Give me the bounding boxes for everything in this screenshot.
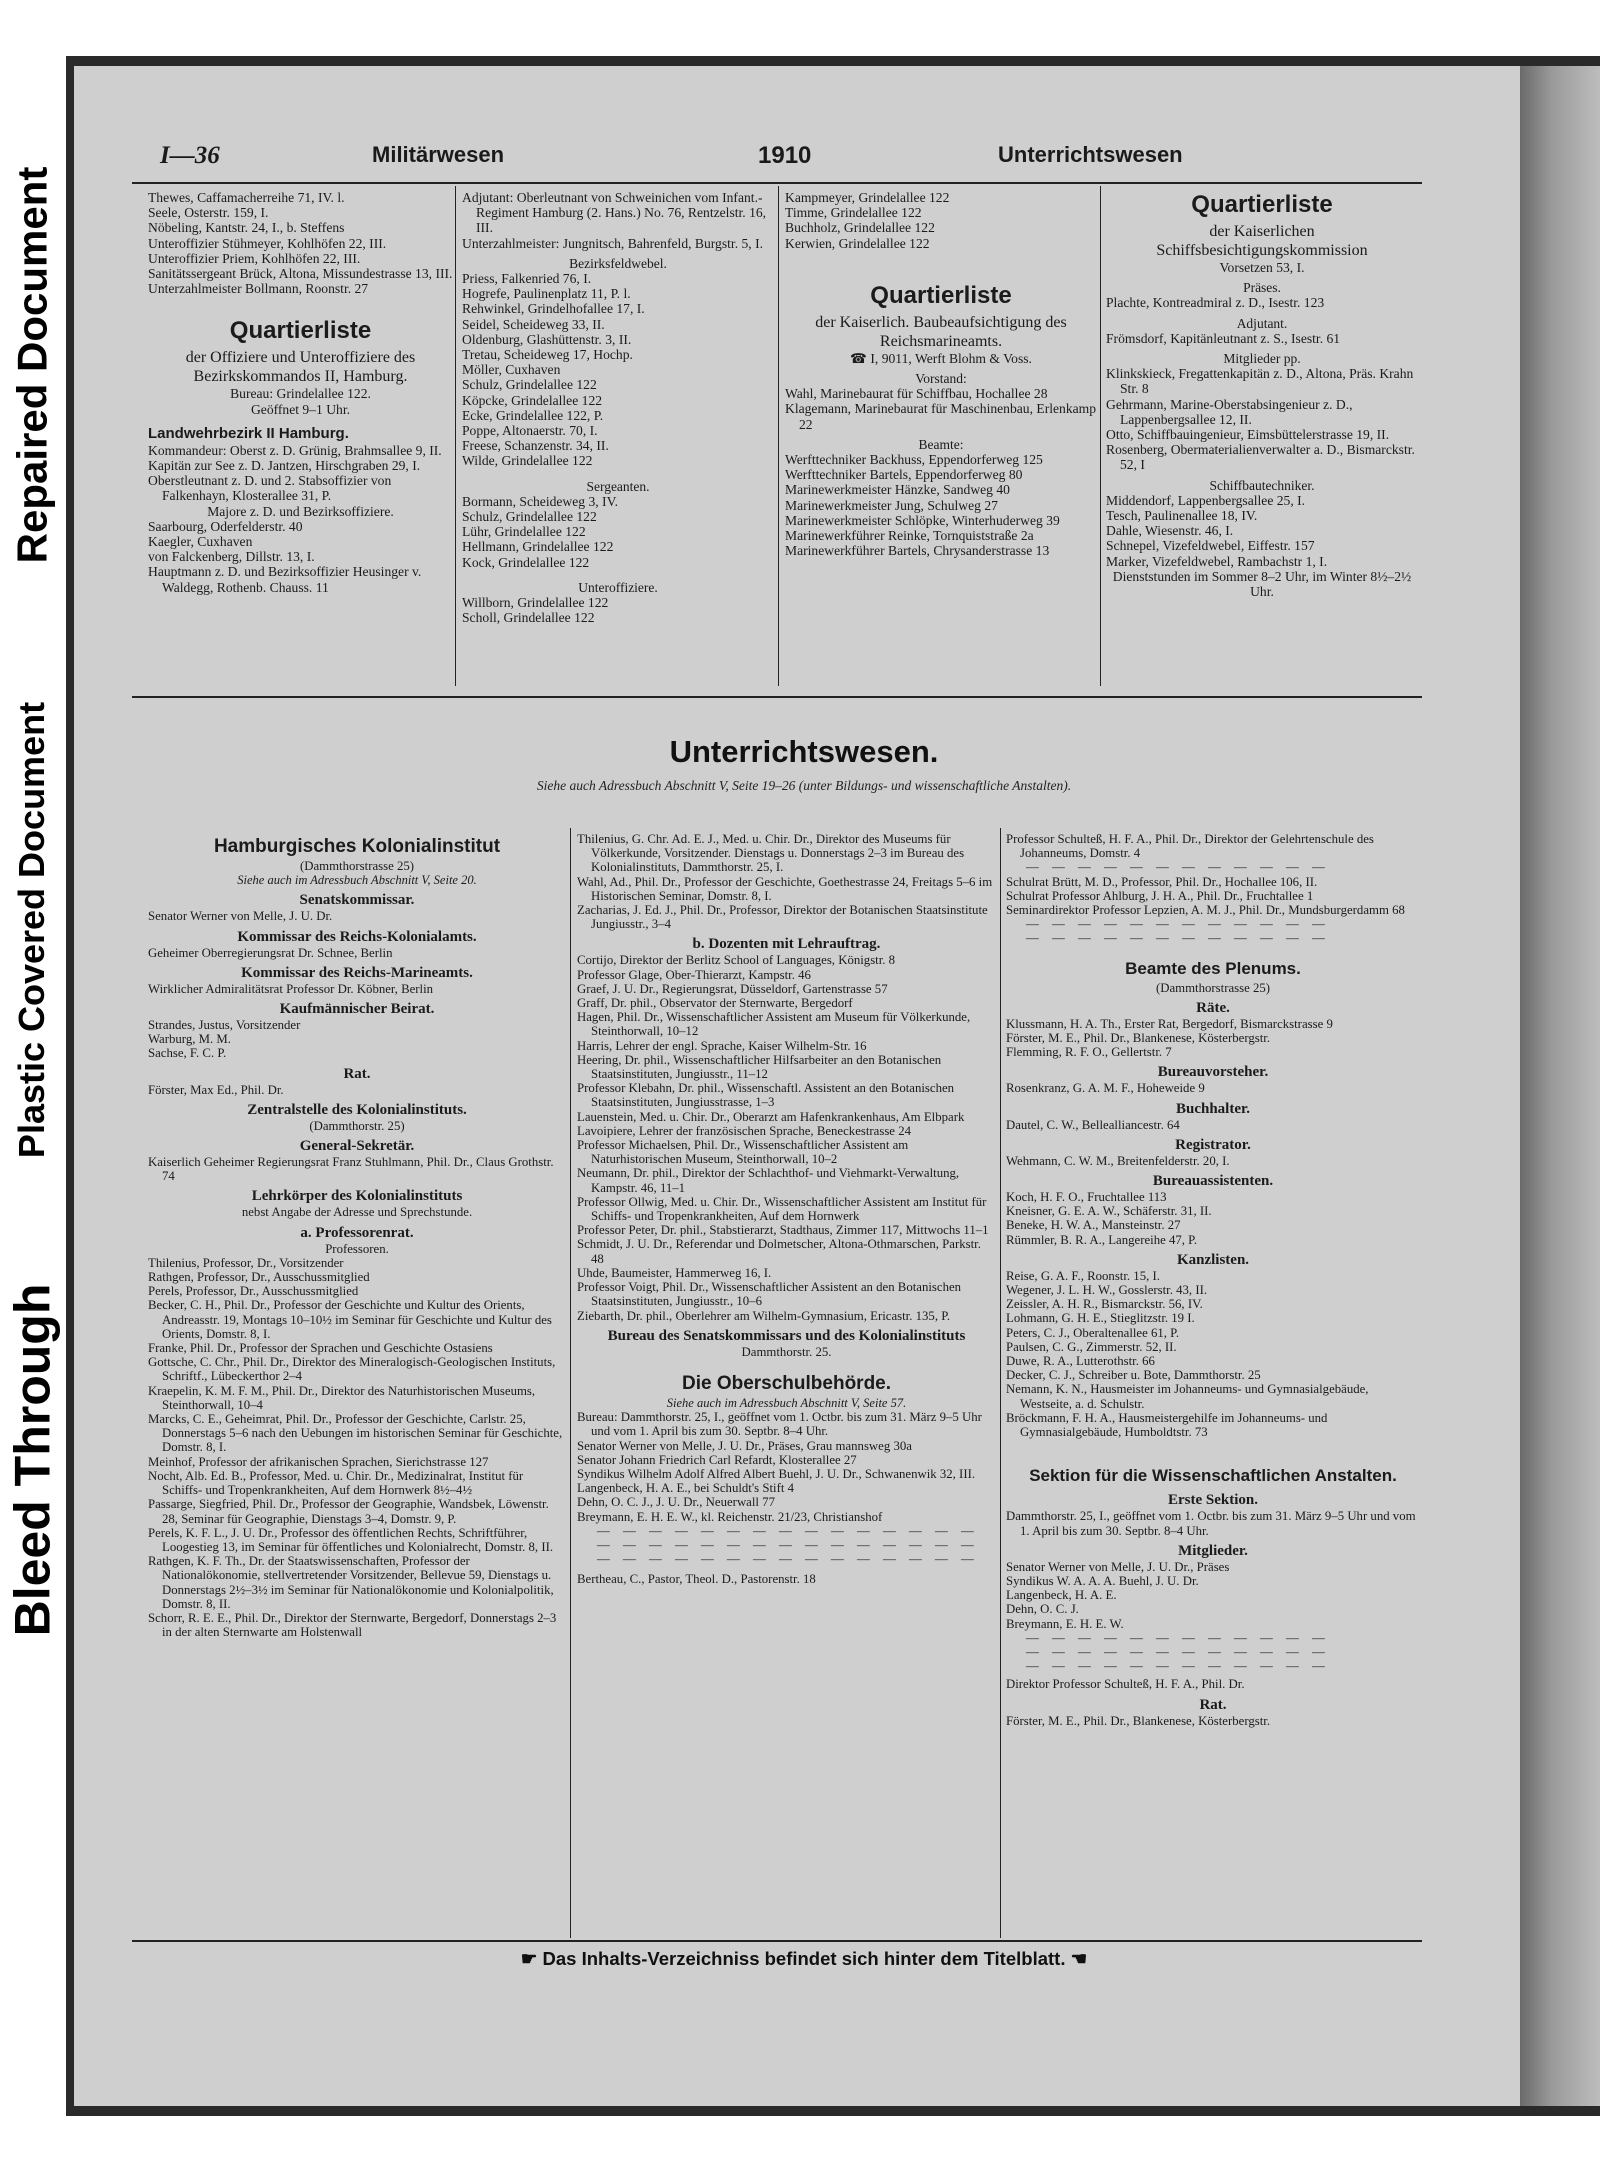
tag-bleed-text: Bleed Through xyxy=(4,1283,61,1637)
header-right-section: Unterrichtswesen xyxy=(998,142,1183,167)
section-heading: Vorstand: xyxy=(915,371,967,387)
list-item: Hellmann, Grindelallee 122 xyxy=(462,539,614,555)
list-item: Timme, Grindelallee 122 xyxy=(785,205,922,221)
list-item: Majore z. D. und Bezirksoffiziere. xyxy=(207,503,394,519)
list-item: Syndikus Wilhelm Adolf Alfred Albert Buehl, J. U. Dr., Schwanenwik 32, III. xyxy=(577,1466,976,1481)
section-heading: Kanzlisten. xyxy=(1176,1251,1250,1268)
list-item: Senator Werner von Melle, J. U. Dr., Präses, Grau mannsweg 30a xyxy=(577,1438,912,1453)
list-item: Lohmann, G. H. E., Stieglitzstr. 19 I. xyxy=(1006,1311,1195,1326)
list-item: Senator Werner von Melle, J. U. Dr. xyxy=(148,909,333,924)
section-heading: Adjutant. xyxy=(1236,315,1288,331)
quartierliste-subheading: der Kaiserlichen Schiffsbesichtigungskommission xyxy=(1156,223,1368,259)
list-item: Tretau, Scheideweg 17, Hochp. xyxy=(462,347,633,363)
list-item: Förster, M. E., Phil. Dr., Blankenese, Kösterbergstr. xyxy=(1006,1713,1271,1728)
list-item: Hogrefe, Paulinenplatz 11, P. l. xyxy=(462,286,631,302)
list-item: Professor Ollwig, Med. u. Chir. Dr., Wissenschaftlicher Assistent am Institut für Schiffs- und Tropenkrankheiten, Auf dem Hornwerk xyxy=(577,1194,987,1224)
phone-text: I, 9011, Werft Blohm & Voss. xyxy=(870,350,1032,366)
bottom-column-3 xyxy=(1006,832,1420,1728)
list-item: Perels, Professor, Dr., Ausschussmitglied xyxy=(148,1284,359,1299)
list-item: Harris, Lehrer der engl. Sprache, Kaiser Wilhelm-Str. 16 xyxy=(577,1038,867,1053)
list-item: Breymann, E. H. E. W., kl. Reichenstr. 21/23, Christianshof xyxy=(577,1509,883,1524)
tag-plastic xyxy=(4,650,60,1210)
section-heading: Rat. xyxy=(343,1065,371,1082)
list-item: Oldenburg, Glashüttenstr. 3, II. xyxy=(462,331,632,347)
pointing-hand-right-icon: ☛ xyxy=(520,1948,543,1969)
list-item: Willborn, Grindelallee 122 xyxy=(462,595,609,611)
plenum-address: (Dammthorstrasse 25) xyxy=(1155,980,1271,995)
list-item: Unteroffizier Stühmeyer, Kohlhöfen 22, III. xyxy=(148,235,387,251)
list-item: Schorr, R. E. E., Phil. Dr., Direktor der Sternwarte, Bergedorf, Donnerstags 2–3 in der alten Sternwarte am Holstenwall xyxy=(148,1610,557,1640)
list-item: Heering, Dr. phil., Wissenschaftlicher Hilfsarbeiter an den Botanischen Staatsinstituten, Jungiusstr., 11–12 xyxy=(577,1052,942,1082)
list-item: Nemann, K. N., Hausmeister im Johanneums- und Gymnasialgebäude, Westseite, a. d. Schulstr. xyxy=(1006,1382,1369,1411)
dash-separator: — — — — — — — — — — — — — — — xyxy=(597,1552,979,1567)
list-item: Kock, Grindelallee 122 xyxy=(462,554,590,570)
oberschulbehoerde-reference: Siehe auch im Adressbuch Abschnitt V, Seite 57. xyxy=(666,1395,907,1410)
institute-address: (Dammthorstrasse 25) xyxy=(299,859,415,873)
list-item: Unterzahlmeister: Jungnitsch, Bahrenfeld, Burgstr. 5, I. xyxy=(462,235,764,251)
quartierliste-subheading: der Offiziere und Unteroffiziere des Bezirkskommandos II, Hamburg. xyxy=(185,349,416,386)
list-item: Gehrmann, Marine-Oberstabsingenieur z. D., Lappenbergsallee 12, II. xyxy=(1106,396,1353,427)
dash-separator: — — — — — — — — — — — — xyxy=(1026,1644,1330,1659)
list-item: Professor Schulteß, H. F. A., Phil. Dr., Direktor der Gelehrtenschule des Johanneums, Domstr. 4 xyxy=(1006,832,1374,861)
bottom-divider-2 xyxy=(1000,828,1001,1938)
list-item: Dehn, O. C. J. xyxy=(1006,1602,1079,1617)
list-item: Saarbourg, Oderfelderstr. 40 xyxy=(148,518,303,534)
list-item: Lavoipiere, Lehrer der französischen Sprache, Beneckestrasse 24 xyxy=(577,1123,911,1138)
list-item: Dahle, Wiesenstr. 46, I. xyxy=(1106,523,1234,539)
erste-sektion-heading: Erste Sektion. xyxy=(1168,1492,1258,1509)
list-item: Warburg, M. M. xyxy=(148,1032,231,1047)
list-item: nebst Angabe der Adresse und Sprechstunde. xyxy=(241,1205,473,1220)
list-item: Kraepelin, K. M. F. M., Phil. Dr., Direktor des Naturhistorischen Museums, Steinthorwall, 10–4 xyxy=(148,1383,536,1412)
bottom-column-1 xyxy=(148,832,566,1639)
section-heading: Bureauvorsteher. xyxy=(1157,1064,1269,1081)
list-item: Perels, K. F. L., J. U. Dr., Professor des öffentlichen Rechts, Schriftführer, Loogestieg 13, im Seminar für öffentliches und Kolonialrecht, Domstr. 8, II. xyxy=(148,1525,554,1554)
list-item: Dammthorstr. 25. xyxy=(741,1344,832,1359)
section-heading: General-Sekretär. xyxy=(299,1138,415,1155)
section-heading: Räte. xyxy=(1196,999,1230,1016)
list-item: Werfttechniker Bartels, Eppendorferweg 80 xyxy=(785,467,1023,483)
list-item: Zeissler, A. H. R., Bismarckstr. 56, IV. xyxy=(1006,1297,1203,1312)
list-item: Sanitätssergeant Brück, Altona, Missundestrasse 13, III. xyxy=(148,266,453,282)
header-rule xyxy=(132,182,1422,184)
list-item: Wilde, Grindelallee 122 xyxy=(462,453,593,469)
section-heading: Mitglieder. xyxy=(1178,1542,1248,1559)
list-item: Kampmeyer, Grindelallee 122 xyxy=(785,190,950,205)
list-item: Flemming, R. F. O., Gellertstr. 7 xyxy=(1006,1045,1172,1060)
list-item: Bureau: Dammthorstr. 25, I., geöffnet vom 1. Octbr. bis zum 31. März 9–5 Uhr und vom 1. April bis zum 30. Septbr. 8–4 Uhr. xyxy=(577,1410,982,1439)
list-item: Schulrat Professor Ahlburg, J. H. A., Phil. Dr., Fruchtallee 1 xyxy=(1006,888,1314,903)
list-item: Marinewerkführer Reinke, Tornquiststraße 2a xyxy=(785,528,1034,544)
section-heading: Kommissar des Reichs-Kolonialamts. xyxy=(237,928,477,945)
section-heading: Buchhalter. xyxy=(1175,1100,1251,1117)
quartierliste-heading: Quartierliste xyxy=(229,317,372,345)
list-item: Peters, C. J., Oberaltenallee 61, P. xyxy=(1006,1325,1180,1340)
list-item: Seidel, Scheideweg 33, II. xyxy=(462,316,605,332)
list-item: Scholl, Grindelallee 122 xyxy=(462,610,595,626)
list-item: Langenbeck, H. A. E., bei Schuldt's Stift 4 xyxy=(577,1481,794,1496)
list-item: Graef, J. U. Dr., Regierungsrat, Düsseldorf, Gartenstrasse 57 xyxy=(577,981,888,996)
list-item: Buchholz, Grindelallee 122 xyxy=(785,220,935,236)
footer-rule xyxy=(132,1940,1422,1942)
list-item: Frömsdorf, Kapitänleutnant z. S., Isestr. 61 xyxy=(1106,330,1341,346)
list-item: Professor Michaelsen, Phil. Dr., Wissenschaftlicher Assistent am Naturhistorischen Museum, Steinthorwall, 10–2 xyxy=(577,1138,909,1167)
list-item: Lauenstein, Med. u. Chir. Dr., Oberarzt am Hafenkrankenhaus, Am Elbpark xyxy=(577,1109,965,1124)
page-number: I—36 xyxy=(160,142,220,169)
dash-separator: — — — — — — — — — — — — xyxy=(1026,917,1330,932)
list-item: Rosenkranz, G. A. M. F., Hoheweide 9 xyxy=(1006,1081,1205,1096)
bureau-address: Bureau: Grindelallee 122. xyxy=(230,386,371,402)
list-item: Seminardirektor Professor Lepzien, A. M. J., Phil. Dr., Mundsburgerdamm 68 xyxy=(1006,903,1405,918)
list-item: Plachte, Kontreadmiral z. D., Isestr. 123 xyxy=(1106,295,1325,311)
section-heading: Kommissar des Reichs-Marineamts. xyxy=(241,964,473,981)
section-heading: Sergeanten. xyxy=(586,478,650,494)
list-item: Unterzahlmeister Bollmann, Roonstr. 27 xyxy=(148,281,369,297)
list-item: Klagemann, Marinebaurat für Maschinenbau, Erlenkamp 22 xyxy=(785,401,1097,432)
list-item: Schulz, Grindelallee 122 xyxy=(462,377,597,393)
list-item: Thilenius, Professor, Dr., Vorsitzender xyxy=(148,1255,344,1270)
list-item: Reise, G. A. F., Roonstr. 15, I. xyxy=(1006,1268,1160,1283)
list-item: Wirklicher Admiralitätsrat Professor Dr. Köbner, Berlin xyxy=(148,981,434,996)
quartierliste-subheading: der Kaiserlich. Baubeaufsichtigung des Reichsmarineamts. xyxy=(815,313,1067,350)
list-item: Rosenberg, Obermaterialienverwalter a. D., Bismarckstr. 52, I xyxy=(1106,442,1415,473)
list-item: Kaiserlich Geheimer Regierungsrat Franz Stuhlmann, Phil. Dr., Claus Grothstr. 74 xyxy=(148,1155,554,1184)
list-item: Professor Peter, Dr. phil., Stabstierarzt, Stadthaus, Zimmer 117, Mittwochs 11–1 xyxy=(577,1223,989,1238)
list-item: Hauptmann z. D. und Bezirksoffizier Heusinger v. Waldegg, Rothenb. Chauss. 11 xyxy=(148,564,422,595)
list-item: Priess, Falkenried 76, I. xyxy=(462,271,592,287)
list-item: Neumann, Dr. phil., Direktor der Schlachthof- und Viehmarkt-Verwaltung, Kampstr. 46, 11–1 xyxy=(577,1166,960,1195)
section-heading: Senatskommissar. xyxy=(299,892,415,909)
commission-address: Vorsetzen 53, I. xyxy=(1219,260,1305,275)
list-item: von Falckenberg, Dillstr. 13, I. xyxy=(148,549,315,565)
list-item: Kaegler, Cuxhaven xyxy=(148,534,253,550)
list-item: Möller, Cuxhaven xyxy=(462,362,561,378)
footer-text: Das Inhalts-Verzeichniss befindet sich hinter dem Titelblatt. xyxy=(542,1948,1066,1969)
list-item: Nocht, Alb. Ed. B., Professor, Med. u. Chir. Dr., Medizinalrat, Institut für Schiffs- und Tropenkrankheiten, Auf dem Hornwerk 8½–4½ xyxy=(148,1468,524,1498)
top-column-2 xyxy=(462,190,774,625)
list-item: Schnepel, Vizefeldwebel, Eiffestr. 157 xyxy=(1106,538,1315,554)
list-item: Kerwien, Grindelallee 122 xyxy=(785,235,930,251)
list-item: Kapitän zur See z. D. Jantzen, Hirschgraben 29, I. xyxy=(148,458,421,474)
list-item: (Dammthorstr. 25) xyxy=(309,1118,405,1133)
list-item: Professor Klebahn, Dr. phil., Wissenschaftl. Assistent an den Botanischen Staatsinstituten, Jungiusstrasse, 1–3 xyxy=(577,1081,955,1110)
top-col1-list-a xyxy=(148,190,453,296)
list-item: Rehwinkel, Grindelhofallee 17, I. xyxy=(462,301,645,317)
top-column-1 xyxy=(148,190,453,595)
list-item: Cortijo, Direktor der Berlitz School of Languages, Königstr. 8 xyxy=(577,953,896,968)
list-item: Bröckmann, F. H. A., Hausmeistergehilfe im Johanneums- und Gymnasialgebäude, Humboldtstr. 73 xyxy=(1006,1410,1328,1440)
list-item: Hagen, Phil. Dr., Wissenschaftlicher Assistent am Museum für Völkerkunde, Steinthorwall, 10–12 xyxy=(577,1010,971,1039)
list-item: Becker, C. H., Phil. Dr., Professor der Geschichte und Kultur des Orients, Andreasstr. 19, Montags 10–10½ im Seminar für Geschichte und Kultur des Orients, Domstr. 8, I. xyxy=(148,1298,552,1341)
list-item: Franke, Phil. Dr., Professor der Sprachen und Geschichte Ostasiens xyxy=(148,1341,493,1356)
section-heading: Bureau des Senatskommissars und des Kolonialinstituts xyxy=(607,1327,966,1344)
list-item: Gottsche, C. Chr., Phil. Dr., Direktor des Mineralogisch-Geologischen Instituts, Schriftf., Lübeckerthor 2–4 xyxy=(148,1355,556,1384)
section-rule xyxy=(132,696,1422,698)
list-item: Paulsen, C. G., Zimmerstr. 52, II. xyxy=(1006,1339,1177,1354)
list-item: Wegener, J. L. H. W., Gosslerstr. 43, II. xyxy=(1006,1283,1208,1298)
dash-separator: — — — — — — — — — — — — xyxy=(1026,1630,1330,1645)
list-item: Kommandeur: Oberst z. D. Grünig, Brahmsallee 9, II. xyxy=(148,442,442,458)
list-item: Köpcke, Grindelallee 122 xyxy=(462,392,603,408)
quartierliste-heading: Quartierliste xyxy=(870,281,1012,309)
institute-heading: Hamburgisches Kolonialinstitut xyxy=(213,836,501,857)
list-item: Seele, Osterstr. 159, I. xyxy=(148,205,269,221)
list-item: Syndikus W. A. A. A. Buehl, J. U. Dr. xyxy=(1006,1573,1199,1588)
section-heading: Kaufmännischer Beirat. xyxy=(279,1001,435,1018)
page-edge xyxy=(1520,66,1600,2106)
list-item: Ziebarth, Dr. phil., Oberlehrer am Wilhelm-Gymnasium, Ericastr. 135, P. xyxy=(577,1308,951,1323)
list-item: Sachse, F. C. P. xyxy=(148,1046,227,1061)
section-heading: Unteroffiziere. xyxy=(578,579,658,595)
list-item: Senator Werner von Melle, J. U. Dr., Präses xyxy=(1006,1559,1230,1574)
section-heading: Präses. xyxy=(1243,280,1281,296)
bottom-divider-1 xyxy=(570,828,571,1938)
list-item: Direktor Professor Schulteß, H. F. A., Phil. Dr. xyxy=(1006,1677,1245,1692)
list-item: Passarge, Siegfried, Phil. Dr., Professor der Geographie, Wandsbek, Löwenstr. 28, Seminar für Geographie, Dienstags 3–4, Domstr. 9, P. xyxy=(148,1497,549,1526)
top-col1-list-b xyxy=(148,443,453,595)
list-item: Otto, Schiffbauingenieur, Eimsbüttelerstrasse 19, II. xyxy=(1106,427,1390,443)
list-item: Thilenius, G. Chr. Ad. E. J., Med. u. Chir. Dr., Direktor des Museums für Völkerkunde, Vorsitzender. Dienstags u. Donnerstags 2–3 im Bureau des Kolonialinstituts, Dammthorstr. 25, I. xyxy=(577,832,965,875)
top-divider-2 xyxy=(778,186,779,686)
list-item: Professor Glage, Ober-Thierarzt, Kampstr. 46 xyxy=(577,967,811,982)
dash-separator: — — — — — — — — — — — — xyxy=(1026,1659,1330,1674)
list-item: Beneke, H. W. A., Mansteinstr. 27 xyxy=(1006,1218,1181,1233)
list-item: Dehn, O. C. J., J. U. Dr., Neuerwall 77 xyxy=(577,1495,775,1510)
list-item: Rümmler, B. R. A., Langereihe 47, P. xyxy=(1006,1232,1198,1247)
list-item: Professoren. xyxy=(325,1241,389,1256)
list-item: Bormann, Scheideweg 3, IV. xyxy=(462,493,619,509)
list-item: Meinhof, Professor der afrikanischen Sprachen, Sierichstrasse 127 xyxy=(148,1454,489,1469)
list-item: Tesch, Paulinenallee 18, IV. xyxy=(1106,508,1258,524)
list-item: Duwe, R. A., Lutterothstr. 66 xyxy=(1006,1354,1155,1369)
list-item: Marinewerkmeister Schlöpke, Winterhuderweg 39 xyxy=(785,512,1060,528)
list-item: Dammthorstr. 25, I., geöffnet vom 1. Octbr. bis zum 31. März 9–5 Uhr und vom 1. April bis zum 30. Septbr. 8–4 Uhr. xyxy=(1006,1509,1416,1538)
plenum-heading: Beamte des Plenums. xyxy=(1125,958,1301,978)
oberschulbehoerde-heading: Die Oberschulbehörde. xyxy=(681,1372,892,1394)
list-item: Geheimer Oberregierungsrat Dr. Schnee, Berlin xyxy=(148,945,393,960)
list-item: Thewes, Caffamacherreihe 71, IV. l. xyxy=(148,190,345,205)
list-item: Marcks, C. E., Geheimrat, Phil. Dr., Professor der Geschichte, Carlstr. 25, Donnerstags 5–6 nach den Uebungen im historischen Seminar für Geschichte, Domstr. 8, I. xyxy=(148,1412,563,1455)
list-item: Rathgen, Professor, Dr., Ausschussmitglied xyxy=(148,1270,370,1285)
label-sidebar xyxy=(0,0,62,2177)
list-item: Förster, M. E., Phil. Dr., Blankenese, Kösterbergstr. xyxy=(1006,1031,1271,1046)
section-heading: Zentralstelle des Kolonialinstituts. xyxy=(247,1101,467,1118)
list-item: Ecke, Grindelallee 122, P. xyxy=(462,407,604,423)
list-item: Zacharias, J. Ed. J., Phil. Dr., Professor, Direktor der Botanischen Staatsinstitute Jungiusstr., 3–4 xyxy=(577,903,988,932)
list-item: Förster, Max Ed., Phil. Dr. xyxy=(148,1082,284,1097)
sektion-heading: Sektion für die Wissenschaftlichen Anstalten. xyxy=(1029,1466,1397,1486)
list-item: Oberstleutnant z. D. und 2. Stabsoffizier von Falkenhayn, Klosterallee 31, P. xyxy=(148,473,392,504)
bottom-column-2 xyxy=(577,832,996,1587)
list-item: Graff, Dr. phil., Observator der Sternwarte, Bergedorf xyxy=(577,996,853,1011)
section-heading: Bezirksfeldwebel. xyxy=(569,255,667,271)
main-subtitle: Siehe auch Adressbuch Abschnitt V, Seite 19–26 (unter Bildungs- und wissenschaftliche Anstalten). xyxy=(536,778,1072,793)
list-item: Bertheau, C., Pastor, Theol. D., Pastorenstr. 18 xyxy=(577,1572,816,1587)
list-item: Senator Johann Friedrich Carl Refardt, Klosterallee 27 xyxy=(577,1452,857,1467)
list-item: Kneisner, G. E. A. W., Schäferstr. 31, II. xyxy=(1006,1204,1212,1219)
list-item: Lühr, Grindelallee 122 xyxy=(462,524,586,540)
top-column-4 xyxy=(1106,190,1418,599)
section-heading: a. Professorenrat. xyxy=(300,1224,414,1241)
quartierliste-heading: Quartierliste xyxy=(1191,191,1333,218)
list-item: Werfttechniker Backhuss, Eppendorferweg 125 xyxy=(785,452,1043,468)
list-item: Dautel, C. W., Bellealliancestr. 64 xyxy=(1006,1117,1180,1132)
list-item: Professor Voigt, Phil. Dr., Wissenschaftlicher Assistent an den Botanischen Staatsinstituten, Jungiusstr., 10–6 xyxy=(577,1280,962,1309)
header-left-section: Militärwesen xyxy=(372,142,505,167)
pointing-hand-left-icon: ☚ xyxy=(1065,1948,1088,1969)
list-item: Uhde, Baumeister, Hammerweg 16, I. xyxy=(577,1265,772,1280)
phone-icon: ☎ xyxy=(850,350,871,366)
list-item: Nöbeling, Kantstr. 24, I., b. Steffens xyxy=(148,220,345,236)
dash-separator: — — — — — — — — — — — — — — — xyxy=(597,1537,979,1552)
section-heading: Rat. xyxy=(1199,1696,1227,1713)
tag-repaired-text: Repaired Document xyxy=(8,166,55,564)
top-divider-1 xyxy=(455,186,456,686)
footer-notice xyxy=(74,1948,1534,1970)
section-heading: Registrator. xyxy=(1175,1136,1251,1153)
section-heading: Mitglieder pp. xyxy=(1223,351,1301,367)
phone-line xyxy=(785,351,1097,366)
list-item: Marinewerkmeister Hänzke, Sandweg 40 xyxy=(785,482,1010,498)
list-item: Schulz, Grindelallee 122 xyxy=(462,509,597,525)
dash-separator: — — — — — — — — — — — — xyxy=(1026,860,1330,875)
list-item: Klinkskieck, Fregattenkapitän z. D., Altona, Präs. Krahn Str. 8 xyxy=(1106,366,1414,397)
section-heading: b. Dozenten mit Lehrauftrag. xyxy=(692,936,881,953)
office-hours: Dienststunden im Sommer 8–2 Uhr, im Winter 8½–2½ Uhr. xyxy=(1112,568,1412,600)
list-item: Schmidt, J. U. Dr., Referendar und Dolmetscher, Altona-Othmarschen, Parkstr. 48 xyxy=(577,1237,981,1266)
list-item: Koch, H. F. O., Fruchtallee 113 xyxy=(1006,1190,1167,1205)
list-item: Unteroffizier Priem, Kohlhöfen 22, III. xyxy=(148,250,361,266)
list-item: Klussmann, H. A. Th., Erster Rat, Bergedorf, Bismarckstrasse 9 xyxy=(1006,1016,1333,1031)
list-item: Decker, C. J., Schreiber u. Bote, Dammthorstr. 25 xyxy=(1006,1368,1261,1383)
list-item: Marinewerkmeister Jung, Schulweg 27 xyxy=(785,497,998,513)
main-title: Unterrichtswesen. xyxy=(669,734,939,769)
header-year: 1910 xyxy=(758,142,812,169)
list-item: Middendorf, Lappenbergsallee 25, I. xyxy=(1106,492,1306,508)
list-item: Wehmann, C. W. M., Breitenfelderstr. 20, I. xyxy=(1006,1153,1230,1168)
list-item: Breymann, E. H. E. W. xyxy=(1006,1616,1124,1631)
list-item: Langenbeck, H. A. E. xyxy=(1006,1588,1117,1603)
list-item: Schulrat Brütt, M. D., Professor, Phil. Dr., Hochallee 106, II. xyxy=(1006,874,1318,889)
list-item: Poppe, Altonaerstr. 70, I. xyxy=(462,423,598,439)
section-heading: Bureauassistenten. xyxy=(1152,1173,1274,1190)
opening-hours: Geöffnet 9–1 Uhr. xyxy=(250,401,351,417)
list-item: Strandes, Justus, Vorsitzender xyxy=(148,1018,301,1033)
top-divider-3 xyxy=(1100,186,1101,686)
top-column-3 xyxy=(785,190,1097,558)
dash-separator: — — — — — — — — — — — — xyxy=(1026,931,1330,946)
list-item: Freese, Schanzenstr. 34, II. xyxy=(462,438,609,454)
section-heading: Schiffbautechniker. xyxy=(1209,477,1315,493)
list-item: Wahl, Ad., Phil. Dr., Professor der Geschichte, Goethestrasse 24, Freitags 5–6 im Historischen Seminar, Domstr. 8, I. xyxy=(577,874,993,903)
tag-plastic-text: Plastic Covered Document xyxy=(11,701,53,1159)
list-item: Adjutant: Oberleutnant von Schweinichen vom Infant.-Regiment Hamburg (2. Hans.) No. 76, Rentzelstr. 16, III. xyxy=(462,190,767,236)
tag-bleed xyxy=(4,1220,60,1700)
list-item: Rathgen, K. F. Th., Dr. der Staatswissenschaften, Professor der Nationalökonomie, stellvertretender Vorsitzender, Bellevue 59, Dienstags u. Donnerstags 2½–3½ im Seminar für Nationalökonomie und Kolonialpolitik, Domstr. 8, II. xyxy=(148,1554,554,1611)
district-heading: Landwehrbezirk II Hamburg. xyxy=(148,424,349,442)
list-item: Marinewerkführer Bartels, Chrysanderstrasse 13 xyxy=(785,543,1050,559)
institute-reference: Siehe auch im Adressbuch Abschnitt V, Seite 20. xyxy=(237,873,477,888)
section-heading: Lehrkörper des Kolonialinstituts xyxy=(251,1188,463,1205)
dash-separator: — — — — — — — — — — — — — — — xyxy=(597,1523,979,1538)
section-heading: Beamte: xyxy=(918,436,964,452)
tag-repaired xyxy=(4,95,60,635)
list-item: Wahl, Marinebaurat für Schiffbau, Hochallee 28 xyxy=(785,386,1048,402)
list-item: Marker, Vizefeldwebel, Rambachstr 1, I. xyxy=(1106,553,1328,569)
